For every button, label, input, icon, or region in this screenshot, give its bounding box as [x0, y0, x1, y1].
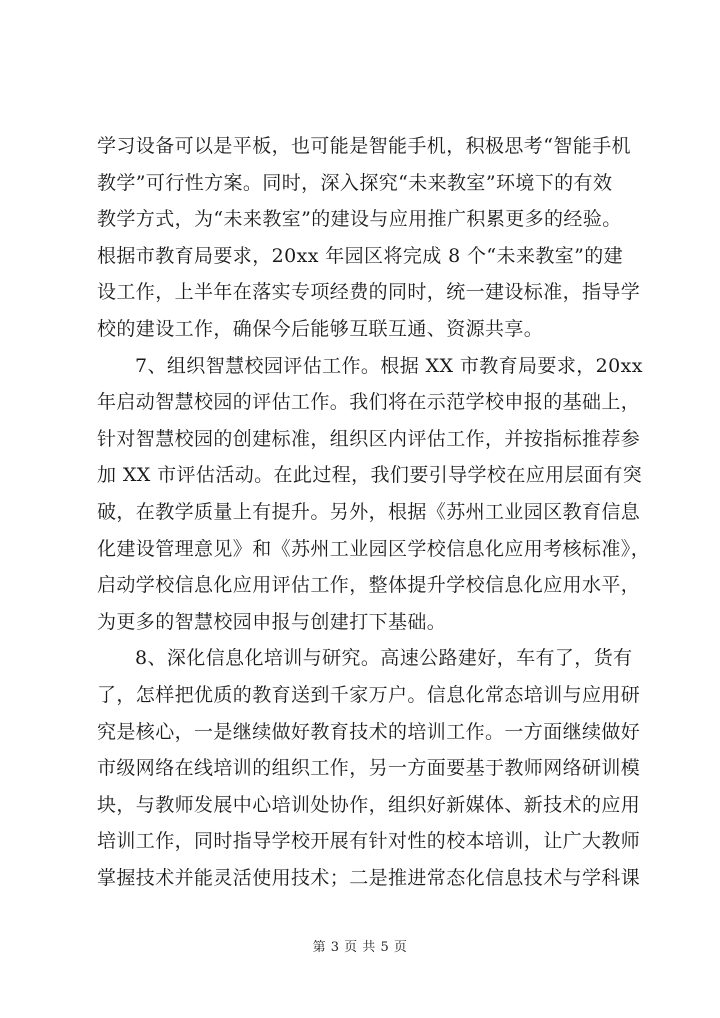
text-line: 设工作，上半年在落实专项经费的同时，统一建设标准，指导学 [97, 281, 641, 304]
text-line: 破，在教学质量上有提升。另外，根据《苏州工业园区教育信息 [97, 500, 641, 523]
text-line: 加 XX 市评估活动。在此过程，我们要引导学校在应用层面有突 [97, 464, 643, 487]
text-line: 培训工作，同时指导学校开展有针对性的校本培训，让广大教师 [97, 830, 641, 853]
page-number-footer: 第 3 页 共 5 页 [312, 940, 408, 955]
text-line: 7、组织智慧校园评估工作。根据 XX 市教育局要求，20xx [135, 354, 643, 377]
document-body [97, 128, 651, 896]
text-line: 了，怎样把优质的教育送到千家万户。信息化常态培训与应用研 [97, 683, 641, 706]
text-line: 根据市教育局要求，20xx 年园区将完成 8 个“未来教室”的建 [97, 244, 624, 267]
text-line: 市级网络在线培训的组织工作，另一方面要基于教师网络研训模 [97, 757, 641, 780]
text-line: 究是核心，一是继续做好教育技术的培训工作。一方面继续做好 [97, 720, 641, 743]
text-line: 块，与教师发展中心培训处协作，组织好新媒体、新技术的应用 [97, 793, 641, 816]
text-line: 校的建设工作，确保今后能够互联互通、资源共享。 [97, 317, 544, 340]
text-line: 为更多的智慧校园申报与创建打下基础。 [97, 610, 447, 633]
text-line: 教学”可行性方案。同时，深入探究“未来教室”环境下的有效 [97, 171, 613, 194]
text-line: 学习设备可以是平板，也可能是智能手机，积极思考“智能手机 [97, 135, 631, 157]
text-line: 掌握技术并能灵活使用技术；二是推进常态化信息技术与学科课 [97, 866, 641, 889]
text-line: 启动学校信息化应用评估工作，整体提升学校信息化应用水平， [97, 574, 641, 597]
text-line: 年启动智慧校园的评估工作。我们将在示范学校申报的基础上， [97, 391, 641, 414]
text-line: 8、深化信息化培训与研究。高速公路建好，车有了，货有 [135, 647, 633, 670]
text-line: 教学方式，为“未来教室”的建设与应用推广积累更多的经验。 [97, 208, 622, 231]
text-line: 针对智慧校园的创建标准，组织区内评估工作，并按指标推荐参 [97, 427, 641, 450]
text-line: 化建设管理意见》和《苏州工业园区学校信息化应用考核标准》， [97, 537, 651, 560]
